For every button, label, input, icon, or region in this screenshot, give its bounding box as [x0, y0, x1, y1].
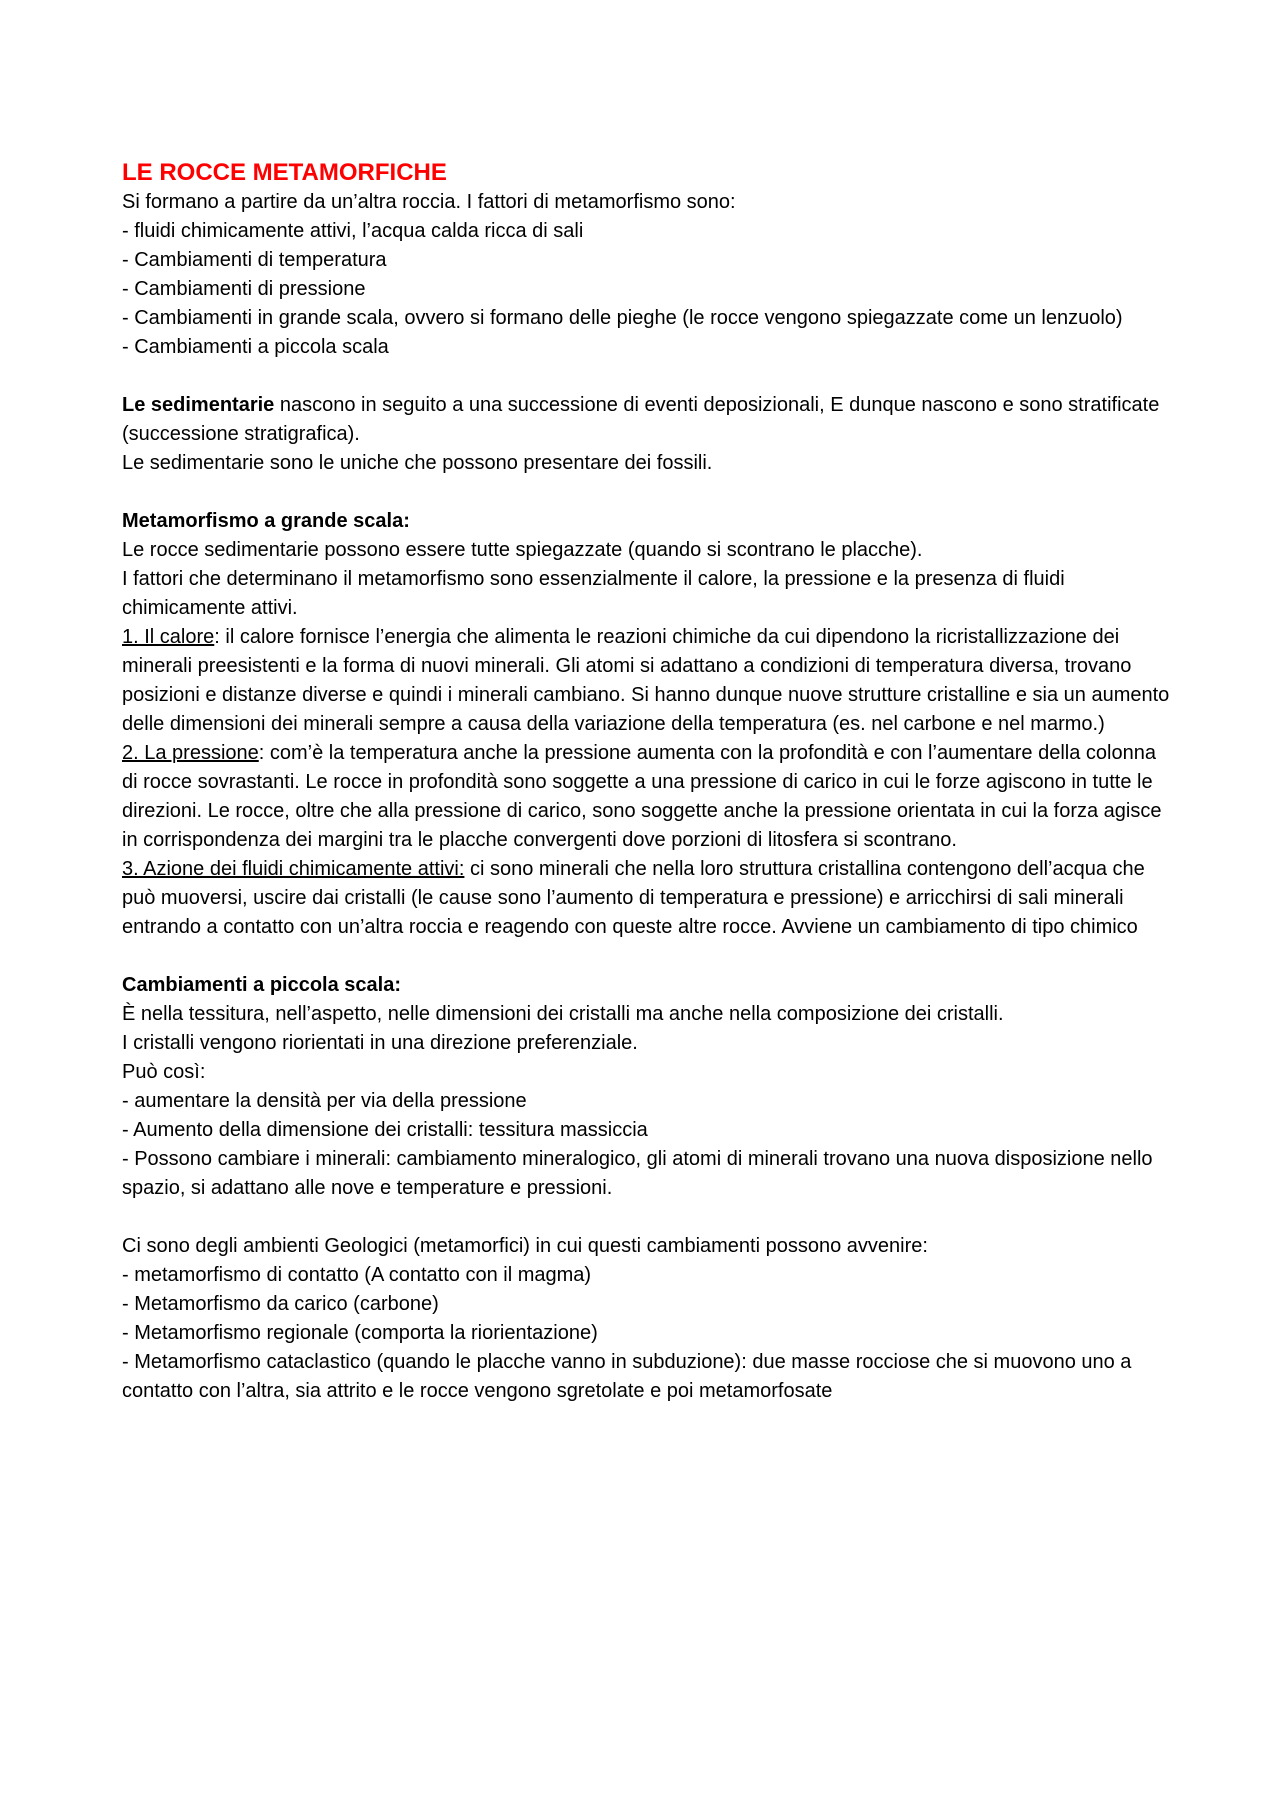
item-label: 1. Il calore [122, 626, 215, 648]
piccola-scala-p2: I cristalli vengono riorientati in una direzione preferenziale. [122, 1032, 638, 1054]
document-title: LE ROCCE METAMORFICHE [122, 159, 447, 186]
paragraph-gap [122, 942, 1172, 971]
intro-factor: - Cambiamenti in grande scala, ovvero si formano delle pieghe (le rocce vengono spiegazzate come un lenzuolo) [122, 307, 1123, 329]
paragraph-gap [122, 362, 1172, 391]
item-label: 2. La pressione [122, 742, 259, 764]
ambienti-lead: Ci sono degli ambienti Geologici (metamorfici) in cui questi cambiamenti possono avvenire: [122, 1235, 928, 1257]
piccola-scala-item: - Aumento della dimensione dei cristalli: tessitura massiccia [122, 1119, 648, 1141]
item-label: 3. Azione dei fluidi chimicamente attivi: [122, 858, 465, 880]
paragraph-gap [122, 478, 1172, 507]
grande-scala-heading: Metamorfismo a grande scala: [122, 510, 410, 532]
document-page [122, 158, 1172, 1406]
grande-scala-p2: I fattori che determinano il metamorfismo sono essenzialmente il calore, la pressione e la presenza di fluidi chimicamente attivi. [122, 568, 1065, 619]
paragraph-gap [122, 1203, 1172, 1232]
sedimentarie-paragraph [122, 391, 1172, 449]
piccola-scala-item: - aumentare la densità per via della pressione [122, 1090, 527, 1112]
item-text: ci sono minerali che nella loro struttura cristallina contengono dell’acqua che può muoversi, uscire dai cristalli (le cause sono l’aumento di temperatura e pressione) e arricchirsi di sali minerali entrando a contatto con un’altra roccia e reagendo con queste altre rocce. Avviene un cambiamento di tipo chimico [122, 858, 1145, 938]
ambienti-item: - Metamorfismo regionale (comporta la riorientazione) [122, 1322, 598, 1344]
ambienti-item: - Metamorfismo cataclastico (quando le placche vanno in subduzione): due masse rocciose che si muovono uno a contatto con l’altra, sia attrito e le rocce vengono sgretolate e poi metamorfosate [122, 1351, 1132, 1402]
intro-factor: - Cambiamenti a piccola scala [122, 336, 389, 358]
grande-scala-item-calore [122, 623, 1172, 739]
intro-factor: - Cambiamenti di pressione [122, 278, 366, 300]
item-text: : il calore fornisce l’energia che alimenta le reazioni chimiche da cui dipendono la ricristallizzazione dei minerali preesistenti e la forma di nuovi minerali. Gli atomi si adattano a condizioni di temperatura diversa, trovano posizioni e distanze diverse e quindi i minerali cambiano. Si hanno dunque nuove strutture cristalline e sia un aumento delle dimensioni dei minerali sempre a causa della variazione della temperatura (es. nel carbone e nel marmo.) [122, 626, 1170, 735]
sedimentarie-fossili: Le sedimentarie sono le uniche che possono presentare dei fossili. [122, 452, 713, 474]
piccola-scala-heading: Cambiamenti a piccola scala: [122, 974, 402, 996]
intro-factor: - fluidi chimicamente attivi, l’acqua calda ricca di sali [122, 220, 584, 242]
item-text: : com’è la temperatura anche la pressione aumenta con la profondità e con l’aumentare della colonna di rocce sovrastanti. Le rocce in profondità sono soggette a una pressione di carico in cui le forze agiscono in tutte le direzioni. Le rocce, oltre che alla pressione di carico, sono soggette anche la pressione orientata in cui la forza agisce in corrispondenza dei margini tra le placche convergenti dove porzioni di litosfera si scontrano. [122, 742, 1162, 851]
sedimentarie-bold: Le sedimentarie [122, 394, 275, 416]
sedimentarie-text: nascono in seguito a una successione di eventi deposizionali, E dunque nascono e sono stratificate (successione stratigrafica). [122, 394, 1160, 445]
piccola-scala-p3: Può così: [122, 1061, 206, 1083]
grande-scala-item-fluidi [122, 855, 1172, 942]
ambienti-item: - Metamorfismo da carico (carbone) [122, 1293, 439, 1315]
piccola-scala-item: - Possono cambiare i minerali: cambiamento mineralogico, gli atomi di minerali trovano una nuova disposizione nello spazio, si adattano alle nove e temperature e pressioni. [122, 1148, 1153, 1199]
grande-scala-p1: Le rocce sedimentarie possono essere tutte spiegazzate (quando si scontrano le placche). [122, 539, 923, 561]
grande-scala-item-pressione [122, 739, 1172, 855]
intro-factor: - Cambiamenti di temperatura [122, 249, 387, 271]
intro-lead: Si formano a partire da un’altra roccia. I fattori di metamorfismo sono: [122, 191, 736, 213]
ambienti-item: - metamorfismo di contatto (A contatto con il magma) [122, 1264, 592, 1286]
piccola-scala-p1: È nella tessitura, nell’aspetto, nelle dimensioni dei cristalli ma anche nella composizione dei cristalli. [122, 1003, 1004, 1025]
